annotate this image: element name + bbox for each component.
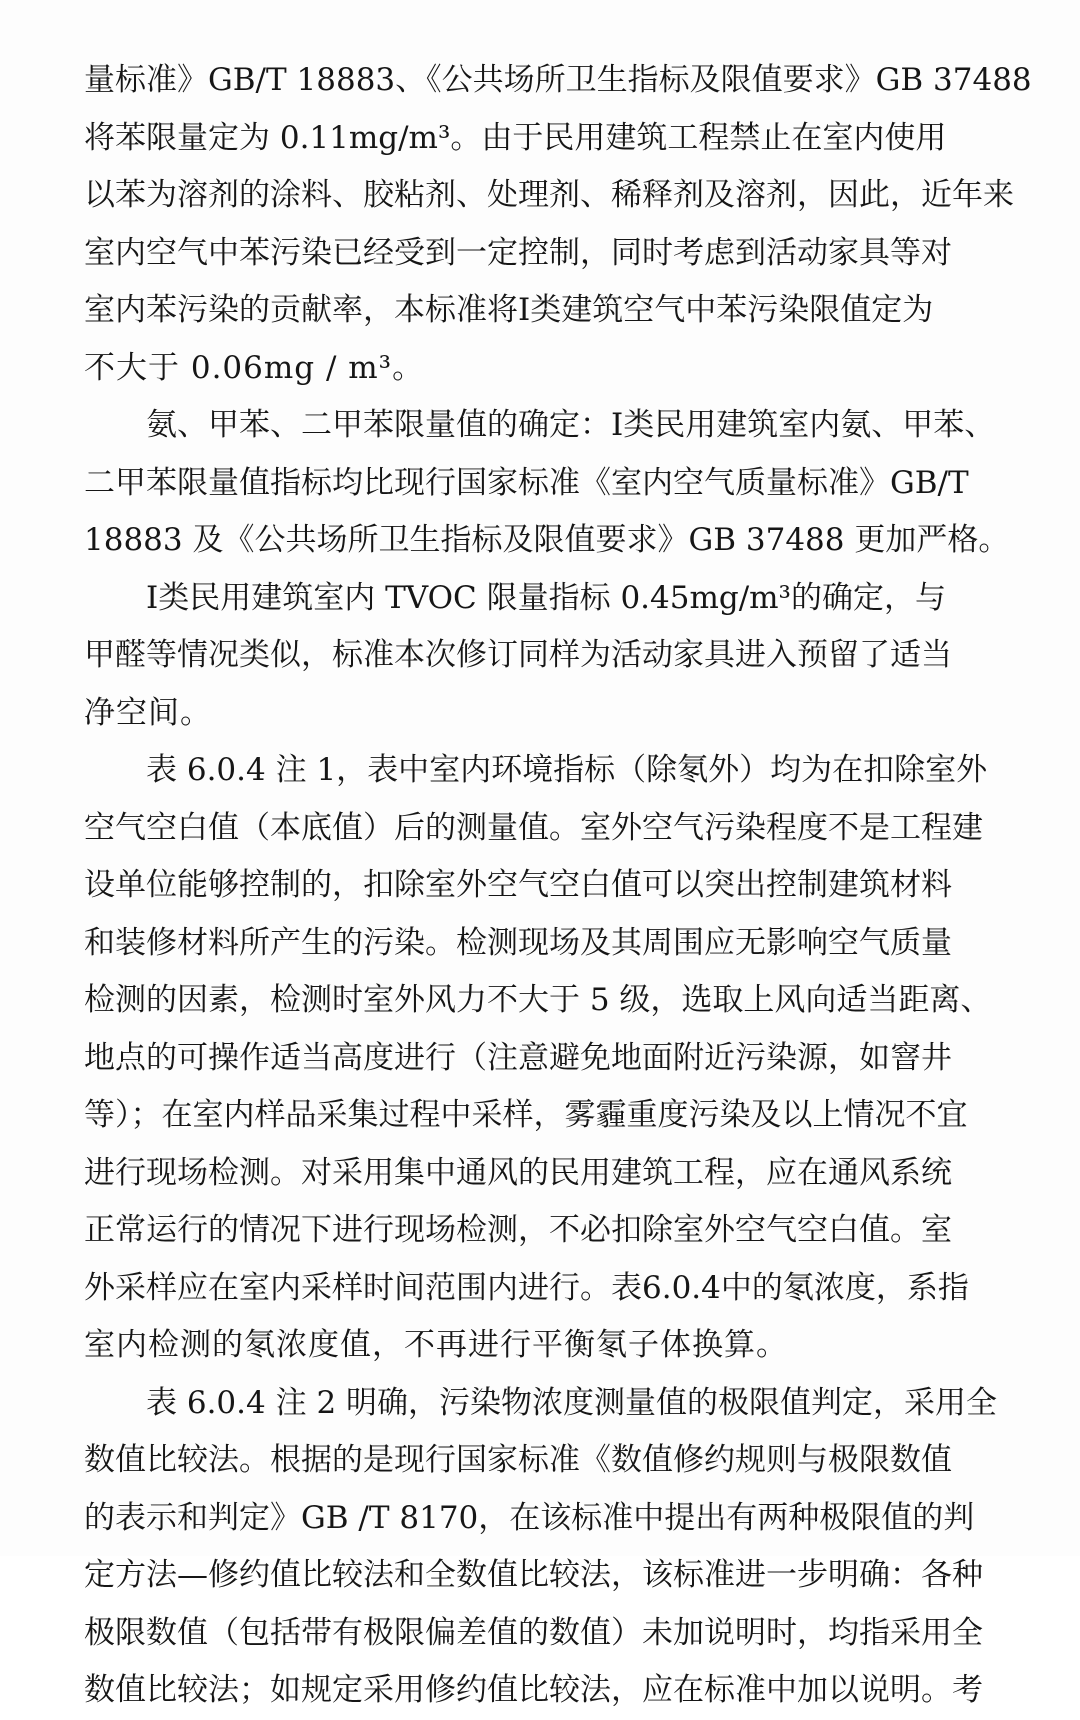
text-line: 空气空白值（本底值）后的测量值。室外空气污染程度不是工程建 xyxy=(84,809,983,846)
document-body xyxy=(84,52,1044,1720)
text-line: 等）；在室内样品采集过程中采样，雾霾重度污染及以上情况不宜 xyxy=(84,1097,968,1133)
text-line: 二甲苯限量值指标均比现行国家标准《室内空气质量标准》GB/T xyxy=(84,464,969,501)
text-line: 不大于 0.06mg / m³。 xyxy=(84,349,425,386)
text-line: 正常运行的情况下进行现场检测，不必扣除室外空气空白值。室 xyxy=(84,1212,952,1248)
paragraph-first-line: 表 6.0.4 注 1，表中室内环境指标（除氡外）均为在扣除室外 xyxy=(146,752,988,788)
text-line: 18883 及《公共场所卫生指标及限值要求》GB 37488 更加严格。 xyxy=(84,522,1010,558)
paragraph-first-line: 表 6.0.4 注 2 明确，污染物浓度测量值的极限值判定，采用全 xyxy=(146,1384,998,1421)
text-line: 净空间。 xyxy=(84,694,212,731)
text-line: 检测的因素，检测时室外风力不大于 5 级，选取上风向适当距离、 xyxy=(84,982,992,1018)
text-line: 极限数值（包括带有极限偏差值的数值）未加说明时，均指采用全 xyxy=(84,1614,983,1651)
text-line: 以苯为溶剂的涂料、胶粘剂、处理剂、稀释剂及溶剂，因此，近年来 xyxy=(84,177,1014,213)
text-line: 地点的可操作适当高度进行（注意避免地面附近污染源，如窨井 xyxy=(84,1039,952,1076)
text-line: 将苯限量定为 0.11mg/m³。由于民用建筑工程禁止在室内使用 xyxy=(84,119,947,156)
text-line: 数值比较法；如规定采用修约值比较法，应在标准中加以说明。考 xyxy=(84,1672,983,1708)
text-line: 进行现场检测。对采用集中通风的民用建筑工程，应在通风系统 xyxy=(84,1154,952,1191)
text-line: 室内检测的氡浓度值，不再进行平衡氡子体换算。 xyxy=(84,1327,788,1363)
text-line: 数值比较法。根据的是现行国家标准《数值修约规则与极限数值 xyxy=(84,1442,952,1478)
text-line: 定方法—修约值比较法和全数值比较法，该标准进一步明确：各种 xyxy=(84,1557,983,1593)
text-line: 甲醛等情况类似，标准本次修订同样为活动家具进入预留了适当 xyxy=(84,637,952,673)
text-line: 室内苯污染的贡献率，本标准将Ⅰ类建筑空气中苯污染限值定为 xyxy=(84,292,934,328)
paragraph-first-line: 氨、甲苯、二甲苯限量值的确定：Ⅰ类民用建筑室内氨、甲苯、 xyxy=(146,407,996,443)
text-line: 的表示和判定》GB /T 8170，在该标准中提出有两种极限值的判 xyxy=(84,1499,975,1536)
text-line: 和装修材料所产生的污染。检测现场及其周围应无影响空气质量 xyxy=(84,924,952,961)
text-line: 外采样应在室内采样时间范围内进行。表6.0.4中的氡浓度，系指 xyxy=(84,1269,969,1306)
text-line: 室内空气中苯污染已经受到一定控制，同时考虑到活动家具等对 xyxy=(84,234,952,271)
paragraph-first-line: Ⅰ类民用建筑室内 TVOC 限量指标 0.45mg/m³的确定，与 xyxy=(146,579,946,616)
text-line: 设单位能够控制的，扣除室外空气空白值可以突出控制建筑材料 xyxy=(84,867,952,903)
text-line: 量标准》GB/T 18883、《公共场所卫生指标及限值要求》GB 37488 xyxy=(84,62,1032,98)
